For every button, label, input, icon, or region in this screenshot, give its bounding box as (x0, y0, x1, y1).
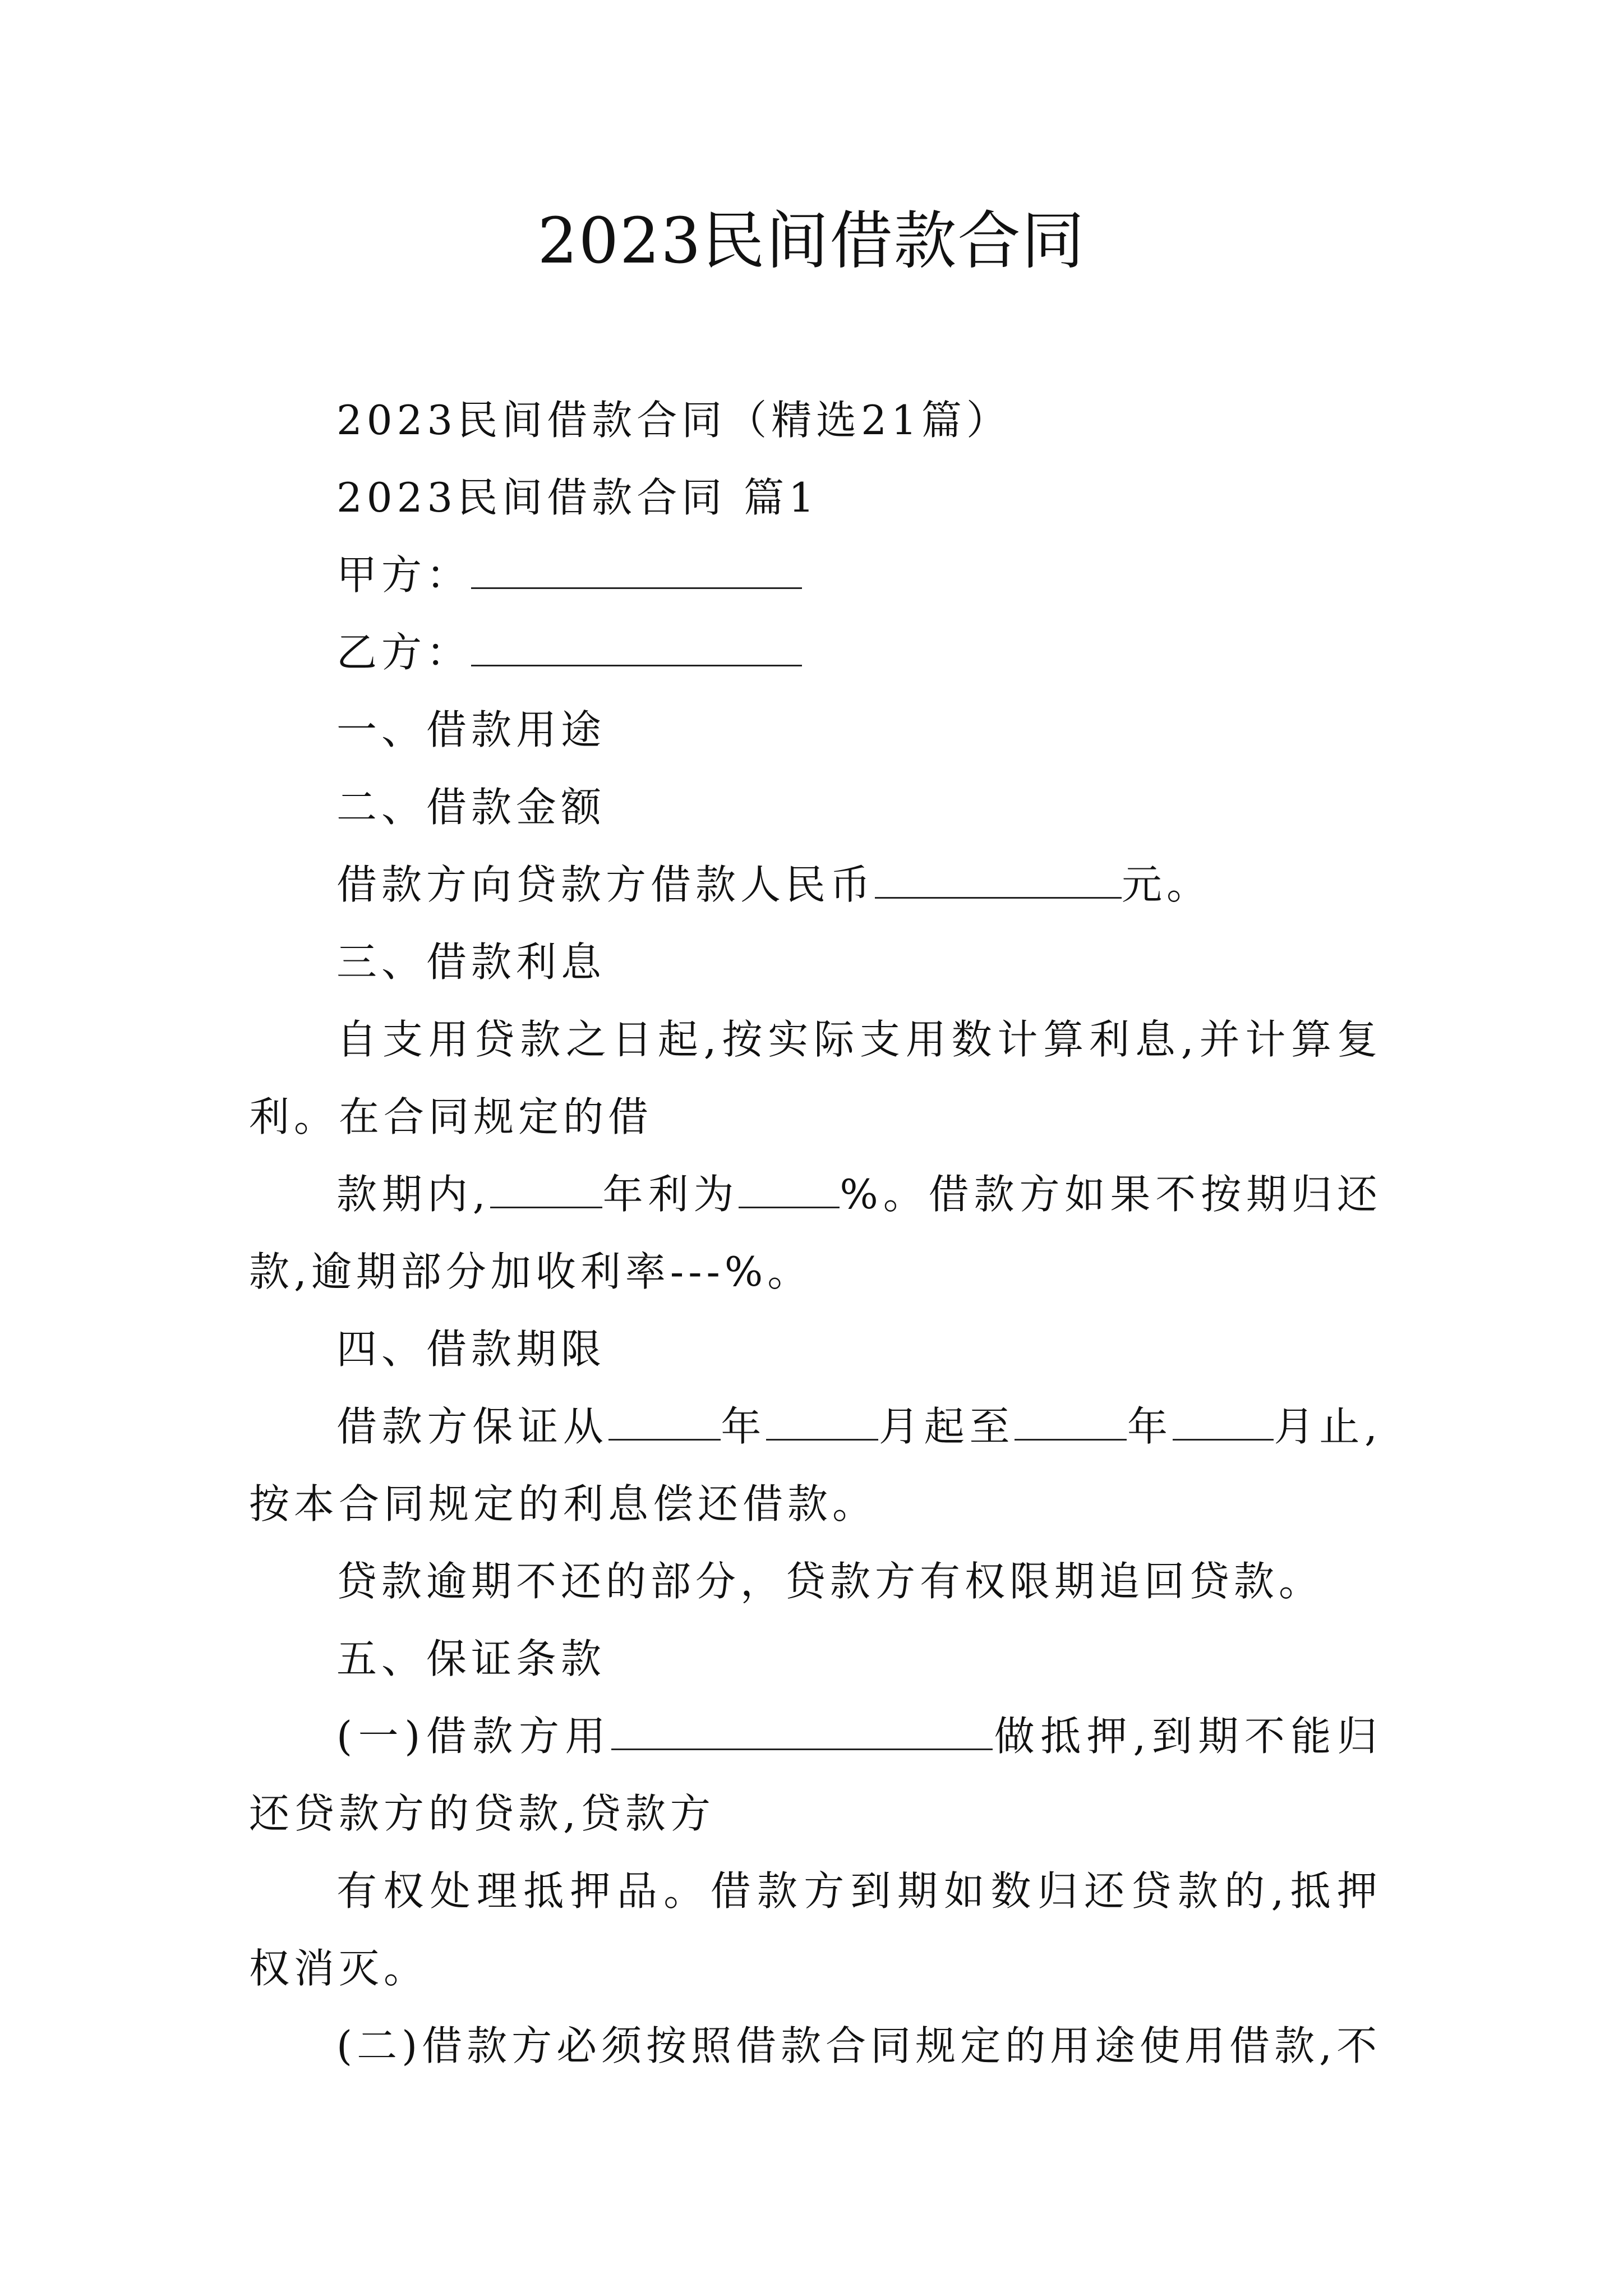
subtitle: 2023民间借款合同（精选21篇） (336, 397, 1011, 444)
guarantee-paragraph-2: 有权处理抵押品。借款方到期如数归还贷款的,抵押权消灭。 (249, 1867, 1382, 1992)
interest-2a: 款期内, (336, 1171, 490, 1218)
term-blank-4 (1173, 1402, 1274, 1441)
term-paragraph (249, 1388, 1382, 1543)
term-c: 月起至 (878, 1403, 1015, 1450)
interest-blank-1 (490, 1170, 602, 1208)
heading-term: 四、借款期限 (336, 1326, 606, 1373)
guarantee-1a: (一)借款方用 (336, 1713, 612, 1760)
party-a-label: 甲方： (336, 551, 472, 599)
interest-paragraph-2 (249, 1156, 1382, 1310)
heading-purpose: 一、借款用途 (336, 706, 606, 753)
heading-amount: 二、借款金额 (336, 784, 606, 831)
party-b-label: 乙方： (336, 629, 472, 676)
amount-blank (875, 860, 1122, 899)
heading-interest: 三、借款利息 (336, 938, 606, 986)
term-blank-3 (1015, 1402, 1127, 1441)
guarantee-1b: 做抵押,到期不能归还贷款方的贷款,贷款方 (249, 1713, 1382, 1837)
term-blank-2 (766, 1402, 878, 1441)
term-a: 借款方保证从 (336, 1403, 608, 1450)
term-blank-1 (608, 1402, 721, 1441)
party-b-line (249, 614, 1382, 691)
heading-guarantee: 五、保证条款 (336, 1635, 606, 1682)
amount-line (249, 846, 1382, 923)
interest-2b: 年利为 (602, 1171, 739, 1218)
section-heading: 2023民间借款合同 篇1 (336, 474, 819, 521)
party-a-line (249, 536, 1382, 614)
term-e: 月止,按本合同规定的利息偿还借款。 (249, 1403, 1382, 1527)
amount-pre: 借款方向贷款方借款人民币 (336, 861, 875, 908)
party-b-blank (471, 628, 802, 666)
amount-post: 元。 (1122, 861, 1212, 908)
term-d: 年 (1127, 1403, 1173, 1450)
interest-paragraph-1: 自支用贷款之日起,按实际支用数计算利息,并计算复利。在合同规定的借 (249, 1016, 1382, 1140)
guarantee-paragraph-1 (249, 1697, 1382, 1852)
party-a-blank (471, 550, 802, 589)
document-body (249, 381, 1382, 2085)
overdue-paragraph: 贷款逾期不还的部分，贷款方有权限期追回贷款。 (336, 1558, 1324, 1605)
document-title: 2023民间借款合同 (537, 205, 1086, 278)
term-b: 年 (720, 1403, 767, 1450)
interest-blank-2 (739, 1170, 840, 1208)
interest-2c: %。借款方如果不按期归还款,逾期部分加收利率---%。 (249, 1171, 1382, 1295)
collateral-blank (611, 1711, 993, 1750)
guarantee-paragraph-3: (二)借款方必须按照借款合同规定的用途使用借款,不 (336, 2022, 1382, 2069)
